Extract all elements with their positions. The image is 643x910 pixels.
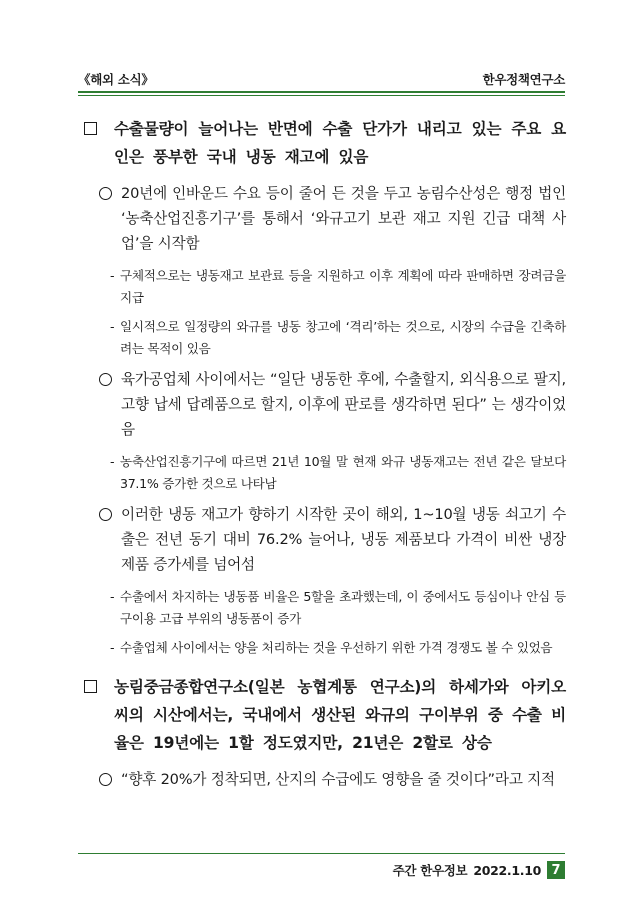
dash-bullet-icon: - (110, 640, 115, 655)
sub-point-text: 농축산업진흥기구에 따르면 21년 10월 말 현재 와규 냉동재고는 전년 같은 달보다 37.1% 증가한 것으로 나타남 (120, 454, 566, 491)
sub-point (80, 451, 566, 495)
sub-point (80, 586, 566, 630)
sub-point (80, 637, 566, 659)
header-rule-thin (78, 95, 565, 96)
main-point-text: 20년에 인바운드 수요 등이 줄어 든 것을 두고 농림수산성은 행정 법인 ‘농축산업진흥기구’를 통해서 ‘와규고기 보관 재고 지원 긴급 대책 사업’을 시작함 (121, 185, 566, 252)
circle-bullet-icon (99, 508, 112, 521)
main-point-text: 육가공업체 사이에서는 “일단 냉동한 후에, 수출할지, 외식용으로 팔지, 고향 납세 답례품으로 할지, 이후에 판로를 생각하면 된다” 는 생각이었음 (121, 371, 566, 438)
main-point-text: “향후 20%가 정착되면, 산지의 수급에도 영향을 줄 것이다”라고 지적 (121, 771, 555, 788)
section-label: 《해외 소식》 (78, 72, 154, 87)
square-bullet-icon (84, 680, 97, 693)
heading-point (80, 115, 566, 171)
main-point (80, 767, 566, 792)
main-point (80, 181, 566, 256)
dash-bullet-icon: - (110, 319, 115, 334)
sub-point-text: 일시적으로 일정량의 와규를 냉동 창고에 ‘격리’하는 것으로, 시장의 수급을 긴축하려는 목적이 있음 (120, 319, 566, 356)
sub-point-text: 구체적으로는 냉동재고 보관료 등을 지원하고 이후 계획에 따라 판매하면 장려금을 지급 (120, 268, 566, 305)
heading-point (80, 673, 566, 757)
circle-bullet-icon (99, 187, 112, 200)
sub-point-text: 수출에서 차지하는 냉동품 비율은 5할을 초과했는데, 이 중에서도 등심이나 안심 등 구이용 고급 부위의 냉동품이 증가 (120, 589, 566, 626)
circle-bullet-icon (99, 373, 112, 386)
main-point-text: 이러한 냉동 재고가 향하기 시작한 곳이 해외, 1∼10월 냉동 쇠고기 수출은 전년 동기 대비 76.2% 늘어나, 냉동 제품보다 가격이 비싼 냉장 제품 증가세를 넘어섬 (121, 506, 566, 573)
issue-date: 2022.1.10 (473, 862, 541, 878)
circle-bullet-icon (99, 773, 112, 786)
publication-name: 주간 한우정보 (392, 863, 468, 878)
page-header (78, 70, 565, 92)
dash-bullet-icon: - (110, 589, 115, 604)
dash-bullet-icon: - (110, 454, 115, 469)
footer-rule (78, 853, 565, 854)
header-rule-thick (78, 91, 565, 93)
page-number: 7 (547, 861, 565, 879)
heading-point-text: 농림중금종합연구소(일본 농협계통 연구소)의 하세가와 아키오 씨의 시산에서는, 국내에서 생산된 와규의 구이부위 중 수출 비율은 19년에는 1할 정도였지만, 21년은 2할로 상승 (114, 678, 566, 752)
page-footer (393, 860, 565, 880)
dash-bullet-icon: - (110, 268, 115, 283)
sub-point (80, 316, 566, 360)
sub-point-text: 수출업체 사이에서는 양을 처리하는 것을 우선하기 위한 가격 경쟁도 볼 수 있었음 (120, 640, 553, 655)
organization-name: 한우정책연구소 (482, 72, 565, 87)
heading-point-text: 수출물량이 늘어나는 반면에 수출 단가가 내리고 있는 주요 요인은 풍부한 국내 냉동 재고에 있음 (114, 120, 566, 166)
main-point (80, 502, 566, 577)
square-bullet-icon (84, 122, 97, 135)
sub-point (80, 265, 566, 309)
article-body (80, 115, 566, 801)
main-point (80, 367, 566, 442)
